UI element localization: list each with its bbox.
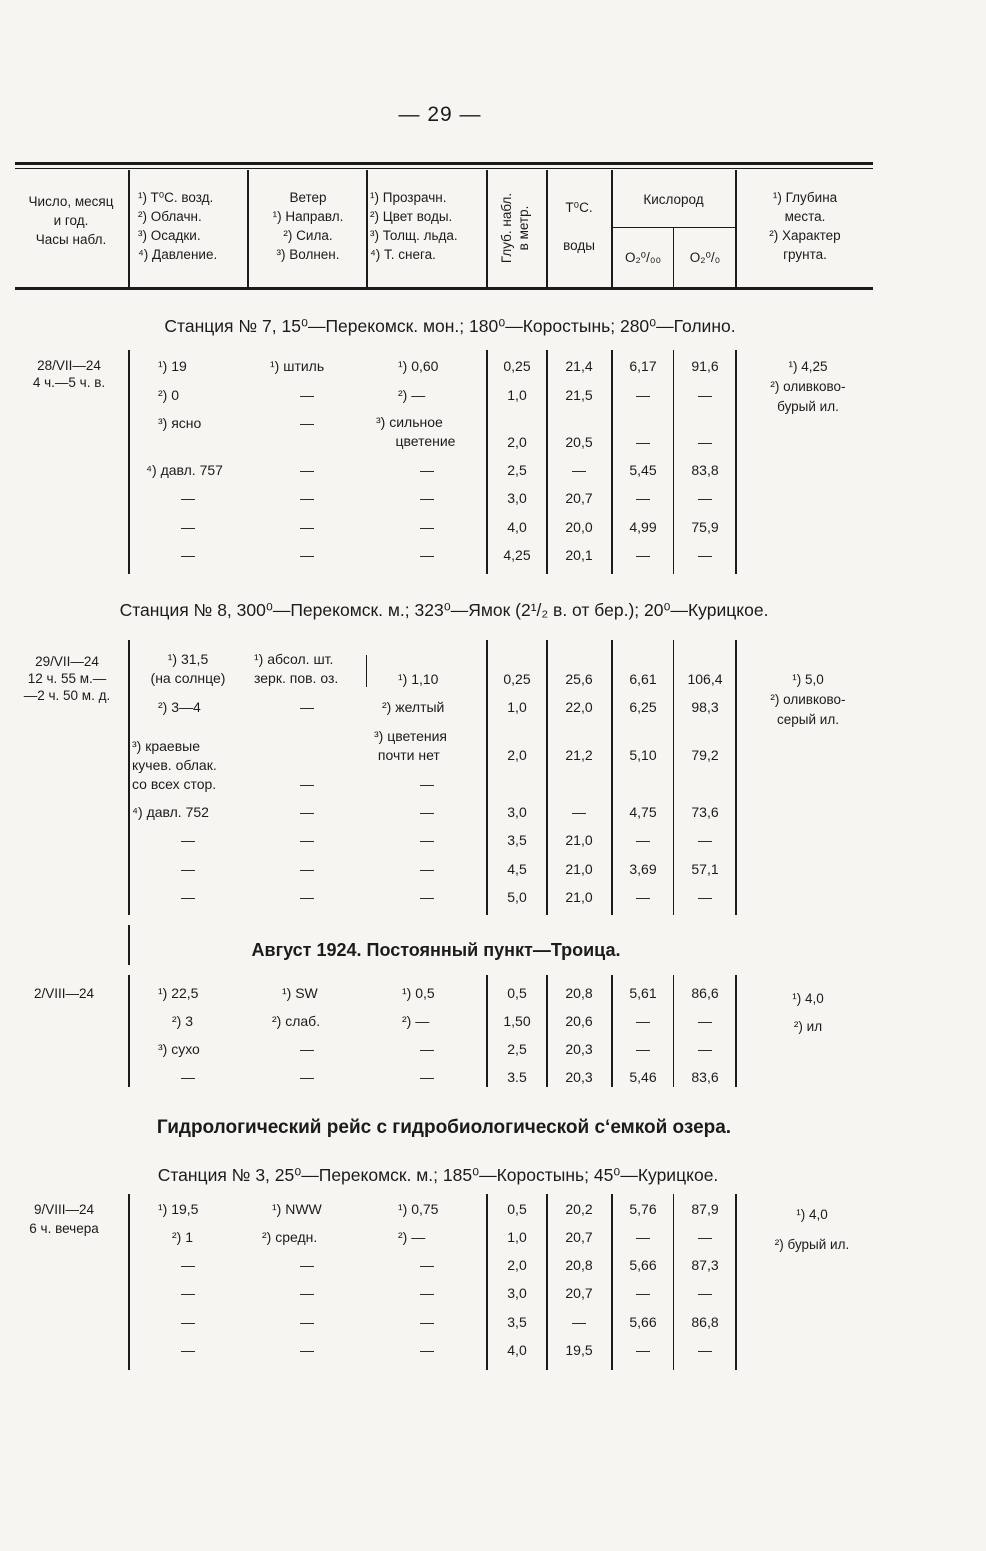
- oxygen-permille: —: [636, 889, 650, 905]
- air: —: [181, 1314, 195, 1330]
- depth: 0,25: [503, 358, 531, 374]
- water: —: [420, 462, 434, 478]
- water-temp: 20,7: [565, 1229, 593, 1245]
- oxygen-permille: —: [636, 434, 650, 450]
- depth: 4,25: [503, 547, 531, 563]
- water: —: [420, 1285, 434, 1301]
- air: ¹) 22,5: [158, 985, 199, 1001]
- header-divider: [128, 170, 130, 287]
- air: ¹) 19: [158, 358, 187, 374]
- header-date: Число, месяц и год. Часы набл.: [28, 194, 114, 247]
- header-divider: [611, 170, 613, 287]
- water: —: [420, 832, 434, 848]
- air: ²) 3: [172, 1013, 193, 1029]
- wind: —: [300, 1041, 314, 1057]
- august-bottom: ¹) 4,0 ²) ил: [792, 991, 824, 1034]
- oxygen-permille: 6,17: [629, 358, 657, 374]
- water-temp: 21,0: [565, 861, 593, 877]
- oxygen-percent: 87,9: [691, 1201, 719, 1217]
- wind: ²) слаб.: [272, 1013, 321, 1029]
- oxygen-permille: 5,66: [629, 1314, 657, 1330]
- air: ¹) 19,5: [158, 1201, 199, 1217]
- station-7-bottom: ¹) 4,25 ²) оливково- бурый ил.: [770, 359, 846, 414]
- water: —: [420, 861, 434, 877]
- depth: 1,50: [503, 1013, 531, 1029]
- water-temp: 19,5: [565, 1342, 593, 1358]
- wind: —: [300, 699, 314, 715]
- water-temp: 20,7: [565, 1285, 593, 1301]
- oxygen-permille: —: [636, 832, 650, 848]
- depth: 3.5: [507, 1069, 527, 1085]
- header-water-temp: T⁰C. воды: [563, 200, 595, 253]
- water-temp: —: [572, 804, 586, 820]
- header-bottom: ¹) Глубина места. ²) Характер грунта.: [769, 190, 841, 262]
- header-divider: [366, 170, 368, 287]
- oxygen-percent: 73,6: [691, 804, 719, 820]
- water: ¹) 0,5: [402, 985, 435, 1001]
- oxygen-percent: 83,8: [691, 462, 719, 478]
- water: ³) сильное цветение: [376, 414, 456, 449]
- depth: 3,5: [507, 832, 527, 848]
- water-temp: —: [572, 1314, 586, 1330]
- oxygen-percent: 106,4: [687, 671, 723, 687]
- header-wind: Ветер ¹) Направл. ²) Сила. ³) Волнен.: [272, 190, 344, 262]
- station-8-date: 29/VII—24 12 ч. 55 м.— —2 ч. 50 м. д.: [23, 654, 111, 703]
- wind: —: [300, 1257, 314, 1273]
- oxygen-percent: —: [698, 1229, 712, 1245]
- wind: —: [300, 547, 314, 563]
- oxygen-permille: 4,75: [629, 804, 657, 820]
- water-temp: 21,5: [565, 387, 593, 403]
- table-divider: [128, 925, 130, 965]
- oxygen-percent: 86,6: [691, 985, 719, 1001]
- table-divider: [366, 655, 367, 687]
- wind: —: [300, 1314, 314, 1330]
- water: —: [420, 547, 434, 563]
- oxygen-permille: 6,25: [629, 699, 657, 715]
- oxygen-percent: 79,2: [691, 747, 719, 763]
- oxygen-percent: —: [698, 387, 712, 403]
- water-temp: 20,3: [565, 1069, 593, 1085]
- water-temp: 25,6: [565, 671, 593, 687]
- oxygen-percent: 75,9: [691, 519, 719, 535]
- water: —: [420, 1069, 434, 1085]
- header-top-rule: [15, 162, 873, 165]
- water: ²) —: [398, 387, 426, 403]
- depth: 0,5: [507, 985, 527, 1001]
- depth: 1,0: [507, 1229, 527, 1245]
- wind: ¹) абсол. шт. зерк. пов. оз.: [254, 651, 339, 686]
- water: ¹) 0,60: [398, 358, 439, 374]
- air: —: [181, 889, 195, 905]
- wind: —: [300, 519, 314, 535]
- depth: 0,25: [503, 671, 531, 687]
- water-temp: 20,8: [565, 1257, 593, 1273]
- oxygen-permille: —: [636, 387, 650, 403]
- water-dash: —: [420, 776, 434, 792]
- air: —: [181, 1069, 195, 1085]
- oxygen-percent: —: [698, 1342, 712, 1358]
- water-temp: 20,0: [565, 519, 593, 535]
- water-temp: 20,3: [565, 1041, 593, 1057]
- water: ¹) 0,75: [398, 1201, 439, 1217]
- depth: 3,5: [507, 1314, 527, 1330]
- oxygen-percent: —: [698, 1041, 712, 1057]
- wind: —: [300, 415, 314, 431]
- oxygen-permille: 4,99: [629, 519, 657, 535]
- air: —: [181, 490, 195, 506]
- wind: ¹) NWW: [272, 1201, 322, 1217]
- water-temp: 20,5: [565, 434, 593, 450]
- air: —: [181, 861, 195, 877]
- station-3-bottom: ¹) 4,0 ²) бурый ил.: [774, 1207, 850, 1252]
- depth: 3,0: [507, 1285, 527, 1301]
- page-number: — 29 —: [398, 103, 482, 126]
- oxygen-percent: —: [698, 547, 712, 563]
- water: —: [420, 804, 434, 820]
- depth: 2,0: [507, 1257, 527, 1273]
- header-bottom-rule: [15, 287, 873, 290]
- oxygen-permille: —: [636, 1342, 650, 1358]
- water-temp: 20,6: [565, 1013, 593, 1029]
- water: ²) —: [398, 1229, 426, 1245]
- depth: 0,5: [507, 1201, 527, 1217]
- water: —: [420, 1314, 434, 1330]
- wind: —: [300, 804, 314, 820]
- air: ²) 1: [172, 1229, 193, 1245]
- oxygen-permille: —: [636, 1041, 650, 1057]
- wind: —: [300, 776, 314, 792]
- oxygen-permille: 5,45: [629, 462, 657, 478]
- oxygen-permille: 5,10: [629, 747, 657, 763]
- wind: —: [300, 889, 314, 905]
- depth: 1,0: [507, 699, 527, 715]
- air: ⁴) давл. 752: [132, 804, 209, 820]
- station-8-title: Станция № 8, 300⁰—Перекомск. м.; 323⁰—Ямок (2¹/₂ в. от бер.); 20⁰—Курицкое.: [119, 600, 769, 620]
- wind: ²) средн.: [262, 1229, 318, 1245]
- water-temp: —: [572, 462, 586, 478]
- water: ²) желтый: [382, 699, 445, 715]
- wind: —: [300, 1342, 314, 1358]
- wind: —: [300, 1069, 314, 1085]
- station-8-bottom: ¹) 5,0 ²) оливково- серый ил.: [770, 672, 846, 727]
- depth: 4,0: [507, 1342, 527, 1358]
- oxygen-permille: —: [636, 1013, 650, 1029]
- air: ³) сухо: [158, 1041, 200, 1057]
- depth: 5,0: [507, 889, 527, 905]
- air: —: [181, 519, 195, 535]
- air: —: [181, 1342, 195, 1358]
- oxygen-percent: 98,3: [691, 699, 719, 715]
- header-water: ¹) Прозрачн. ²) Цвет воды. ³) Толщ. льда. ⁴) T. снега.: [370, 190, 458, 262]
- oxygen-percent: —: [698, 1013, 712, 1029]
- air: ¹) 31,5 (на солнце): [150, 651, 226, 686]
- station-3-title: Станция № 3, 25⁰—Перекомск. м.; 185⁰—Коростынь; 45⁰—Курицкое.: [157, 1165, 719, 1185]
- depth: 2,0: [507, 434, 527, 450]
- wind: —: [300, 462, 314, 478]
- water: ¹) 1,10: [398, 671, 439, 687]
- wind: —: [300, 387, 314, 403]
- august-date: 2/VIII—24: [33, 986, 95, 1001]
- header-air: ¹) T⁰C. возд. ²) Облачн. ³) Осадки. ⁴) Давление.: [138, 190, 218, 262]
- water-temp: 21,4: [565, 358, 593, 374]
- header-oxygen: Кислород: [643, 192, 704, 207]
- header-top-rule-thin: [15, 168, 873, 169]
- august-1924-title: Август 1924. Постоянный пункт—Троица.: [251, 940, 621, 960]
- oxygen-percent: 86,8: [691, 1314, 719, 1330]
- air: ⁴) давл. 757: [146, 462, 223, 478]
- oxygen-permille: —: [636, 1229, 650, 1245]
- oxygen-percent: 57,1: [691, 861, 719, 877]
- oxygen-percent: 91,6: [691, 358, 719, 374]
- table-divider: [128, 350, 130, 574]
- station-7-title: Станция № 7, 15⁰—Перекомск. мон.; 180⁰—Коростынь; 280⁰—Голино.: [164, 316, 736, 336]
- depth: 3,0: [507, 490, 527, 506]
- water: —: [420, 1257, 434, 1273]
- air: —: [181, 832, 195, 848]
- depth: 2,5: [507, 462, 527, 478]
- oxygen-permille: 3,69: [629, 861, 657, 877]
- air: ²) 3—4: [158, 699, 201, 715]
- station-3-date: 9/VIII—24 6 ч. вечера: [29, 1202, 99, 1236]
- header-oxygen-percent: O₂⁰/₀: [689, 250, 721, 265]
- oxygen-permille: 6,61: [629, 671, 657, 687]
- air: —: [181, 547, 195, 563]
- oxygen-permille: 5,46: [629, 1069, 657, 1085]
- water-temp: 21,2: [565, 747, 593, 763]
- oxygen-percent: 83,6: [691, 1069, 719, 1085]
- water-temp: 21,0: [565, 889, 593, 905]
- station-7-date: 28/VII—24 4 ч.—5 ч. в.: [32, 358, 106, 390]
- air: ³) краевые кучев. облак. со всех стор.: [132, 738, 217, 792]
- oxygen-percent: 87,3: [691, 1257, 719, 1273]
- water-temp: 20,7: [565, 490, 593, 506]
- depth: 3,0: [507, 804, 527, 820]
- oxygen-permille: —: [636, 1285, 650, 1301]
- header-divider: [735, 170, 737, 287]
- header-depth: Глуб. набл. в метр.: [499, 192, 531, 264]
- oxygen-permille: —: [636, 490, 650, 506]
- water-temp: 20,1: [565, 547, 593, 563]
- water-temp: 22,0: [565, 699, 593, 715]
- water: —: [420, 490, 434, 506]
- oxygen-percent: —: [698, 832, 712, 848]
- wind: —: [300, 832, 314, 848]
- depth: 4,5: [507, 861, 527, 877]
- oxygen-permille: 5,76: [629, 1201, 657, 1217]
- water: —: [420, 889, 434, 905]
- oxygen-percent: —: [698, 889, 712, 905]
- water-temp: 21,0: [565, 832, 593, 848]
- oxygen-percent: —: [698, 1285, 712, 1301]
- header-oxygen-rule: [612, 227, 735, 228]
- section-title: Гидрологический рейс с гидробиологической с‘емкой озера.: [156, 1117, 732, 1138]
- oxygen-percent: —: [698, 490, 712, 506]
- depth: 4,0: [507, 519, 527, 535]
- oxygen-permille: 5,66: [629, 1257, 657, 1273]
- air: —: [181, 1285, 195, 1301]
- oxygen-percent: —: [698, 434, 712, 450]
- water: —: [420, 519, 434, 535]
- depth: 1,0: [507, 387, 527, 403]
- water-temp: 20,2: [565, 1201, 593, 1217]
- water-temp: 20,8: [565, 985, 593, 1001]
- wind: ¹) SW: [282, 985, 318, 1001]
- air: ²) 0: [158, 387, 179, 403]
- wind: —: [300, 490, 314, 506]
- depth: 2,0: [507, 747, 527, 763]
- water: —: [420, 1041, 434, 1057]
- depth: 2,5: [507, 1041, 527, 1057]
- water: ²) —: [402, 1013, 430, 1029]
- wind: ¹) штиль: [270, 358, 325, 374]
- wind: —: [300, 1285, 314, 1301]
- oxygen-permille: 5,61: [629, 985, 657, 1001]
- wind: —: [300, 861, 314, 877]
- oxygen-permille: —: [636, 547, 650, 563]
- air: ³) ясно: [158, 415, 202, 431]
- header-oxygen-permille: O₂⁰/₀₀: [624, 250, 662, 265]
- air: —: [181, 1257, 195, 1273]
- header-divider: [486, 170, 488, 287]
- water: —: [420, 1342, 434, 1358]
- water: ³) цветения почти нет: [374, 728, 448, 763]
